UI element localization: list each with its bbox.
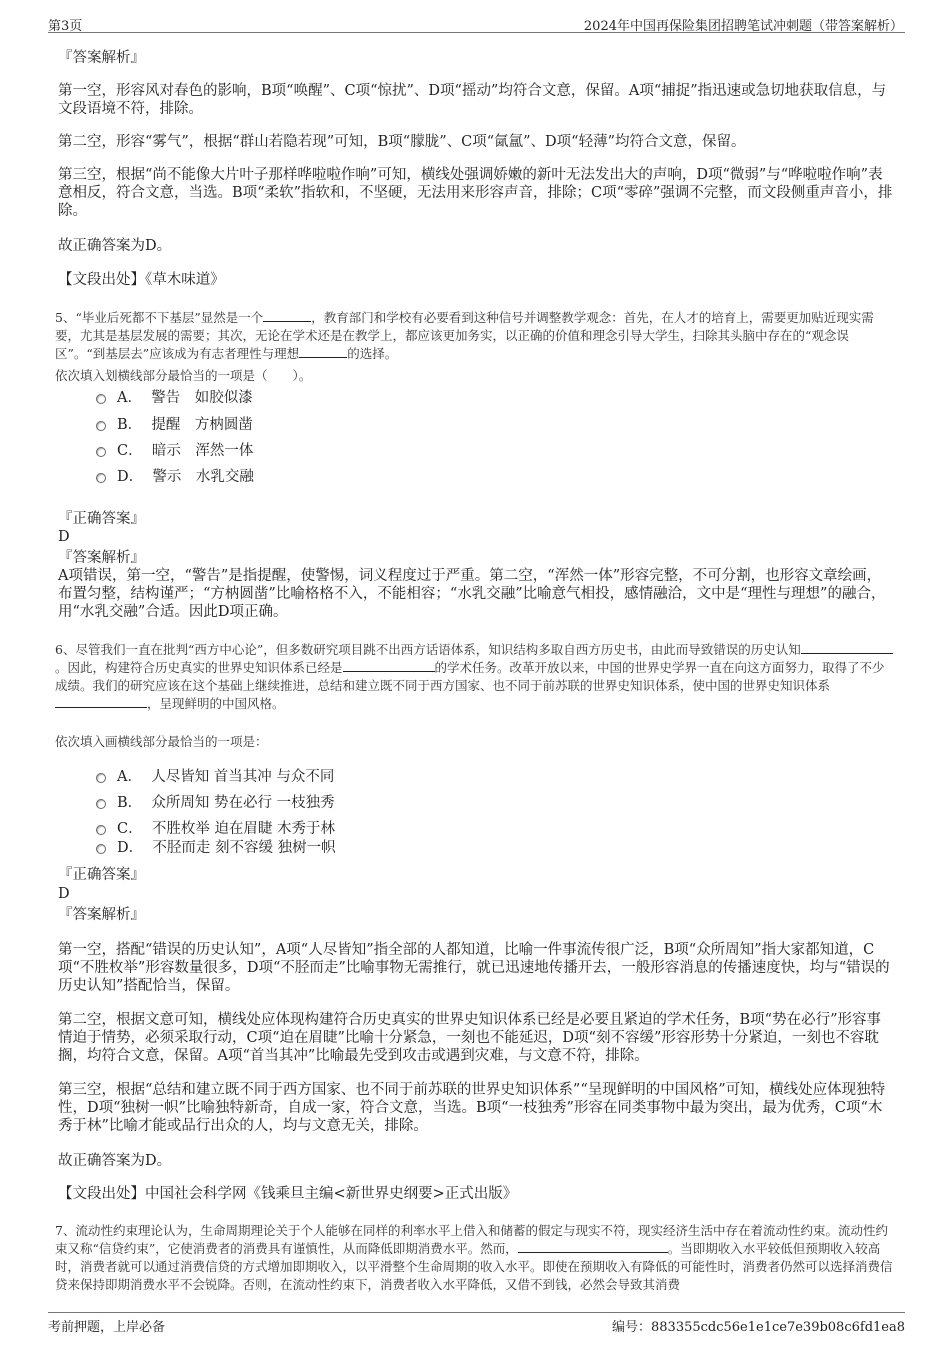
q6-explanation-title: 『答案解析』 [58, 907, 145, 923]
q5-option-d[interactable]: D． 警示 水乳交融 [96, 468, 254, 486]
q5-prompt: 依次填入划横线部分最恰当的一项是（ ）。 [55, 368, 312, 383]
q4-explanation-title: 『答案解析』 [58, 50, 145, 66]
radio-icon[interactable] [96, 447, 106, 457]
radio-icon[interactable] [96, 825, 106, 835]
q6-answer: D [58, 886, 70, 902]
radio-icon[interactable] [96, 844, 106, 854]
q7-stem: 7、流动性约束理论认为，生命周期理论关于个人能够在同样的利率水平上借入和储蓄的假定与现实不符，现实经济生活中存在着流动性约束。流动性约束又称“信贷约束”，它使消费者的消费具有谨慎性，从而降低即期消费水平。然而， 。当即期收入水平较低但预期收入较高时，消费者就可以通过消费信贷的方式增加即期收入，以平滑整个生命周期的收入水平。即使在预期收入有降低的可能性时，消费者仍然可以选择消费信贷来保持即期消费水平不会锐降。否则，在流动性约束下，消费者收入水平降低，又借不到钱，必然会导致其消费 [55, 1223, 893, 1292]
q6-option-d[interactable]: D． 不胫而走 刻不容缓 独树一帜 [96, 839, 336, 857]
q7-blank-1 [518, 1240, 668, 1253]
q5-answer: D [58, 529, 70, 545]
q6-blank-3 [55, 695, 147, 708]
q5-answer-title: 『正确答案』 [58, 511, 145, 527]
q4-explanation-p1: 第一空，形容风对春色的影响，B项“唤醒”、C项“惊扰”、D项“摇动”均符合文意，保留。A项“捕捉”指迅速或急切地获取信息，与文段语境不符，排除。 [58, 83, 887, 117]
radio-icon[interactable] [96, 394, 106, 404]
radio-icon[interactable] [96, 421, 106, 431]
q6-source: 【文段出处】中国社会科学网《钱乘旦主编<新世界史纲要>正式出版》 [58, 1186, 518, 1202]
q6-prompt: 依次填入画横线部分最恰当的一项是： [55, 734, 268, 749]
q6-answer-title: 『正确答案』 [58, 867, 145, 883]
q6-option-a[interactable]: A． 人尽皆知 首当其冲 与众不同 [96, 768, 334, 786]
radio-icon[interactable] [96, 773, 106, 783]
q6-option-c[interactable]: C． 不胜枚举 迫在眉睫 木秀于林 [96, 820, 335, 838]
q4-source: 【文段出处】《草木味道》 [58, 272, 225, 288]
q5-blank-2 [299, 345, 347, 358]
q6-blank-1 [801, 641, 893, 654]
q6-stem: 6、尽管我们一直在批判“西方中心论”，但多数研究项目跳不出西方话语体系，知识结构多取自西方历史书，由此而导致错误的历史认知。因此，构建符合历史真实的世界史知识体系已经是 的学术任务。改革开放以来，中国的世界史学界一直在向这方面努力，取得了不少成绩。我们的研究应该在这个基础上继续推进，总结和建立既不同于西方国家、也不同于前苏联的世界史知识体系，使中国的世界史知识体系，呈现鲜明的中国风格。 [55, 641, 895, 713]
q5-explanation-title: 『答案解析』 [58, 550, 145, 566]
q4-explanation-p2: 第二空，形容“雾气”，根据“群山若隐若现”可知，B项“朦胧”、C项“氤氲”、D项“轻薄”均符合文意，保留。 [58, 134, 746, 150]
q6-explanation-p1: 第一空，搭配“错误的历史认知”，A项“人尽皆知”指全部的人都知道，比喻一件事流传很广泛，B项“众所周知”指大家都知道，C项“不胜枚举”形容数量很多，D项“不胫而走”比喻事物无需推行，就已迅速地传播开去，一般形容消息的传播速度快，均与“错误的历史认知”搭配恰当，保留。 [58, 942, 890, 994]
q5-blank-1 [263, 309, 311, 322]
page-number: 第3页 [48, 19, 83, 34]
q5-stem: 5、“毕业后死都不下基层”显然是一个 ，教育部门和学校有必要看到这种信号并调整教学观念：首先，在人才的培育上，需要更加贴近现实需要，尤其是基层发展的需要；其次，无论在学术还是在教学上，都应该更加务实，以正确的价值和理念引导大学生，扫除其头脑中存在的“观念误区”。“到基层去”应该成为有志者理性与理想 的选择。 [55, 310, 874, 361]
q4-explanation-p3: 第三空，根据“尚不能像大片叶子那样哗啦啦作响”可知，横线处强调娇嫩的新叶无法发出大的声响，D项“微弱”与“哗啦啦作响”表意相反，符合文意，当选。B项“柔软”指软和，不坚硬，无法用来形容声音，排除；C项“零碎”强调不完整，而文段侧重声音小，排除。 [58, 167, 893, 219]
q5-option-b[interactable]: B． 提醒 方枘圆凿 [96, 416, 253, 434]
q5-option-a[interactable]: A． 警告 如胶似漆 [96, 389, 253, 407]
q5-option-c[interactable]: C． 暗示 浑然一体 [96, 442, 253, 460]
radio-icon[interactable] [96, 799, 106, 809]
q5-explanation: A项错误，第一空，“警告”是指提醒，使警惕，词义程度过于严重。第二空，“浑然一体”形容完整，不可分割，也形容文章绘画，布置匀整，结构谨严；“方枘圆凿”比喻格格不入，不能相容；“水乳交融”比喻意气相投，感情融洽，文中是“理性与理想”的融合，用“水乳交融”合适。因此D项正确。 [58, 568, 886, 620]
q6-blank-2 [343, 659, 435, 672]
q4-conclusion: 故正确答案为D。 [58, 238, 172, 254]
page-header [48, 14, 905, 33]
document-id: 编号：883355cdc56e1e1ce7e39b08c6fd1ea8 [612, 1320, 905, 1335]
footer-slogan: 考前押题，上岸必备 [48, 1320, 166, 1335]
q6-explanation-p3: 第三空，根据“总结和建立既不同于西方国家、也不同于前苏联的世界史知识体系”“呈现鲜明的中国风格”可知，横线处应体现独特性，D项“独树一帜”比喻独特新奇，自成一家，符合文意，当选。B项“一枝独秀”形容在同类事物中最为突出，最为优秀，C项“木秀于林”比喻才能或品行出众的人，均与文意无关，排除。 [58, 1082, 886, 1134]
q6-option-b[interactable]: B． 众所周知 势在必行 一枝独秀 [96, 794, 335, 812]
q6-explanation-p2: 第二空，根据文意可知，横线处应体现构建符合历史真实的世界史知识体系已经是必要且紧迫的学术任务，B项“势在必行”形容事情迫于情势，必须采取行动，C项“迫在眉睫”比喻十分紧急，一刻也不能延迟，D项“刻不容缓”形容形势十分紧迫，一刻也不容耽搁，均符合文意，保留。A项“首当其冲”比喻最先受到攻击或遇到灾难，与文意不符，排除。 [58, 1012, 881, 1064]
document-title: 2024年中国再保险集团招聘笔试冲刺题（带答案解析） [583, 19, 903, 34]
page-footer [48, 1312, 905, 1335]
q6-conclusion: 故正确答案为D。 [58, 1153, 172, 1169]
radio-icon[interactable] [96, 473, 106, 483]
